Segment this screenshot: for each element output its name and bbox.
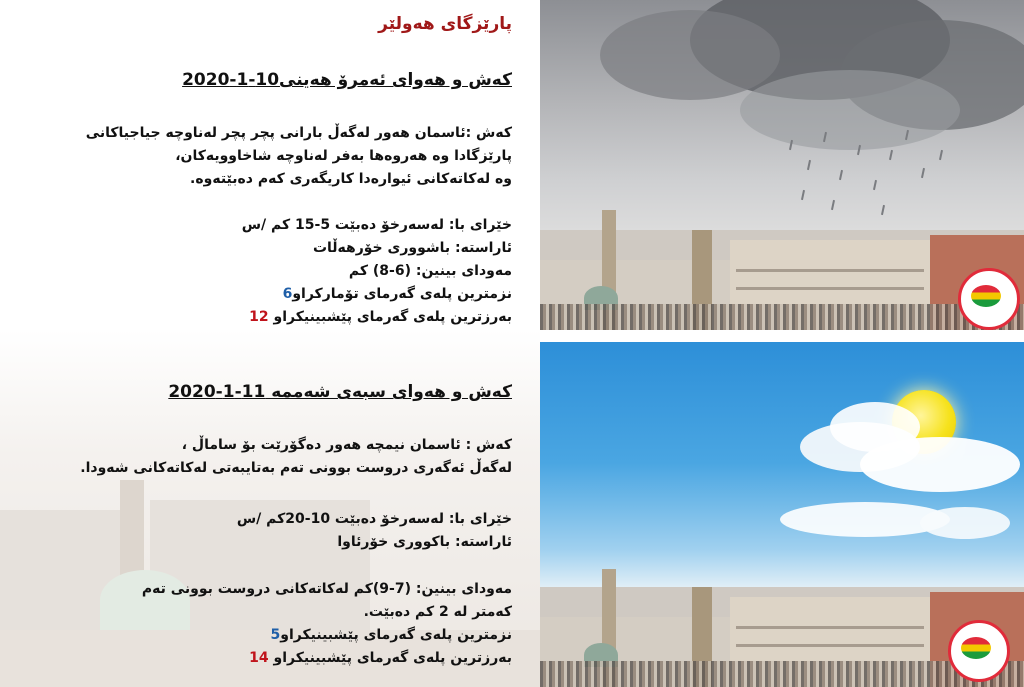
- day2-forecast-line: کەش : ئاسمان نیمچە هەور دەگۆرێت بۆ ساماڵ ،: [181, 437, 512, 453]
- day2-visibility-line: کەمتر لە 2 کم دەبێت.: [363, 604, 512, 620]
- day1-visibility: مەودای بینین: (6-8) کم: [348, 263, 512, 279]
- day2-details: [12, 578, 512, 670]
- max-temp-value: 14: [249, 650, 269, 666]
- min-temp-value: 6: [282, 286, 293, 302]
- day1-date-heading: کەش و هەوای ئەمرۆ هەینی10-1-2020: [182, 70, 512, 90]
- day1-forecast-line: پارێزگادا وە هەروەها بەفر لەناوچە شاخاوویەکان،: [175, 148, 512, 164]
- min-temp-label: نزمترین پلەی گەرمای پێشبینیکراو: [280, 627, 512, 643]
- crowd: [540, 304, 1024, 330]
- day2-wind: [12, 508, 512, 554]
- min-temp-label: نزمترین پلەی گەرمای تۆمارکراو: [292, 286, 512, 302]
- max-temp-label: بەرزترین پلەی گەرمای پێشبینیکراو: [273, 650, 512, 666]
- channel-logo-icon: [948, 620, 1010, 682]
- page-title: پارێزگای هەولێر: [378, 14, 512, 34]
- cloudy-rain-city-image: [540, 0, 1024, 330]
- day1-forecast-line: کەش :ئاسمان هەور لەگەڵ بارانی پچر پچر لەناوچە جیاجیاکانی: [85, 125, 512, 141]
- day1-forecast: [12, 122, 512, 191]
- day1-max-temp: [12, 306, 512, 329]
- day2-wind-direction: ئاراستە: باکووری خۆرئاوا: [337, 534, 512, 550]
- day2-wind-speed: خێرای با: لەسەرخۆ دەبێت 10-20کم /س: [236, 511, 512, 527]
- day2-forecast-line: لەگەڵ ئەگەری دروست بوونی تەم بەتایبەتی لەکاتەکانی شەودا.: [80, 460, 512, 476]
- day2-min-temp: [12, 624, 512, 647]
- max-temp-label: بەرزترین پلەی گەرمای پێشبینیکراو: [273, 309, 512, 325]
- day1-wind-direction: ئاراستە: باشووری خۆرهەڵات: [312, 240, 512, 256]
- day1-min-temp: [12, 283, 512, 306]
- day1-wind-speed: خێرای با: لەسەرخۆ دەبێت 5-15 کم /س: [241, 217, 512, 233]
- day2-forecast: [12, 434, 512, 480]
- day2-max-temp: [12, 647, 512, 670]
- day1-details: [12, 214, 512, 329]
- min-temp-value: 5: [270, 627, 281, 643]
- day2-visibility-line: مەودای بینین: (7-9)کم لەکاتەکانی دروست بوونی تەم: [141, 581, 512, 597]
- max-temp-value: 12: [249, 309, 269, 325]
- day2-date-heading: کەش و هەوای سبەی شەممە 11-1-2020: [168, 382, 512, 402]
- channel-logo-icon: [958, 268, 1020, 330]
- sunny-city-image: [540, 342, 1024, 687]
- day1-forecast-line: وە لەکاتەکانی ئیوارەدا کاریگەری کەم دەبێتەوە.: [190, 171, 512, 187]
